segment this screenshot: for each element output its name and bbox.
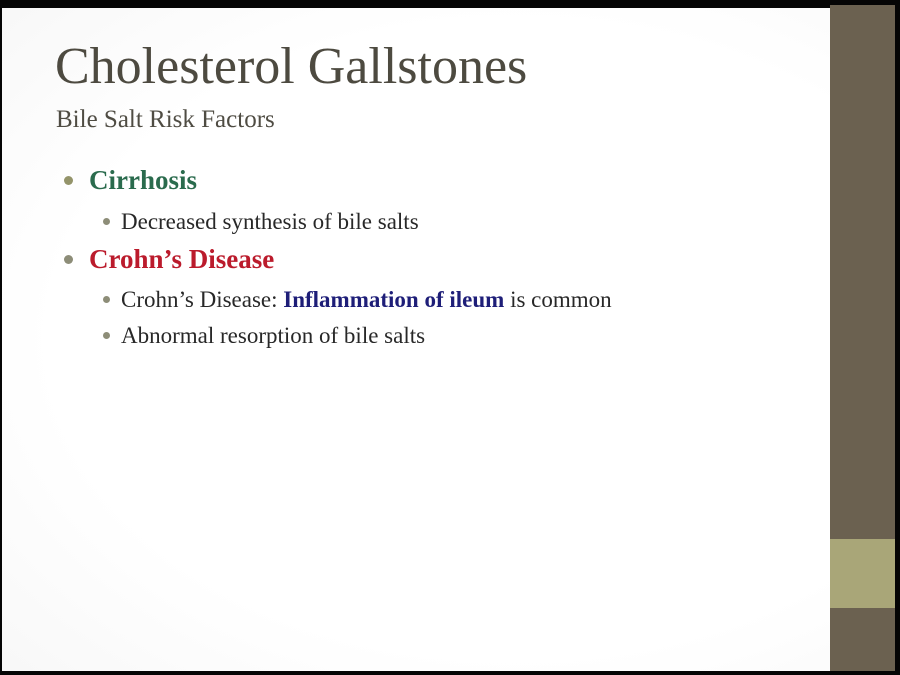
bullet-item-crohns-disease xyxy=(64,244,274,275)
sub-bullet-dot-icon xyxy=(103,332,110,339)
slide-subtitle: Bile Salt Risk Factors xyxy=(56,106,275,133)
letterbox-right xyxy=(895,0,900,675)
bullet-dot-icon xyxy=(64,176,73,185)
sub-bullet-text: Decreased synthesis of bile salts xyxy=(121,209,419,234)
bullet-label-crohns-disease: Crohn’s Disease xyxy=(89,244,275,274)
bullet-item-cirrhosis xyxy=(64,165,197,196)
letterbox-top xyxy=(0,0,900,8)
sub-bullet-dot-icon xyxy=(103,218,110,225)
bullet-label-cirrhosis: Cirrhosis xyxy=(89,165,197,195)
slide-sidebar-decoration xyxy=(830,5,895,671)
slide-title: Cholesterol Gallstones xyxy=(55,38,528,95)
sub-bullet-text-highlight: Inflammation of ileum xyxy=(283,287,505,312)
letterbox-bottom xyxy=(0,671,900,675)
sub-bullet-text: Abnormal resorption of bile salts xyxy=(121,323,426,348)
slide-canvas xyxy=(2,8,830,671)
sub-bullet-text-suffix: is common xyxy=(504,287,612,312)
sub-bullet-text-prefix: Crohn’s Disease: xyxy=(121,287,284,312)
sub-bullet-inflammation xyxy=(103,287,612,313)
sub-bullet-dot-icon xyxy=(103,296,110,303)
sub-bullet-abnormal-resorption xyxy=(103,323,425,349)
sub-bullet-decreased-synthesis xyxy=(103,209,419,235)
sidebar-accent-block xyxy=(830,539,895,608)
bullet-dot-icon xyxy=(64,255,73,264)
